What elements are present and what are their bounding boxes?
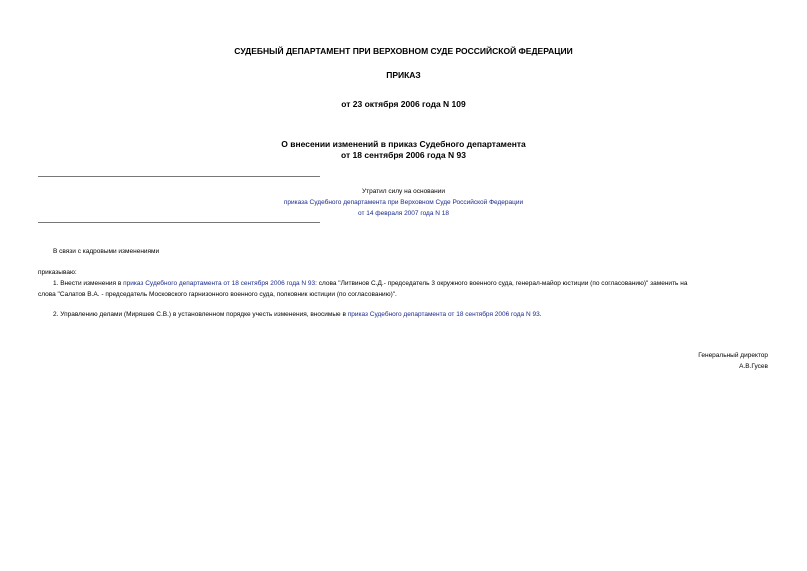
item2-suffix: . xyxy=(539,311,542,318)
item1-line1 xyxy=(53,278,687,289)
document-subject-line2: от 18 сентября 2006 года N 93 xyxy=(341,150,466,160)
repeal-note: Утратил силу на основании xyxy=(361,188,446,195)
item1-order-link[interactable]: приказ Судебного департамента от 18 сентября 2006 года N 93 xyxy=(123,280,316,287)
item1-line2: слова "Салатов В.А. - председатель Московского гарнизонного военного суда, полковник юстиции (по согласованию)". xyxy=(38,291,397,298)
organization-heading: СУДЕБНЫЙ ДЕПАРТАМЕНТ ПРИ ВЕРХОВНОМ СУДЕ РОССИЙСКОЙ ФЕДЕРАЦИИ xyxy=(234,46,573,56)
item2-text xyxy=(53,309,542,320)
order-word: приказываю: xyxy=(38,269,77,276)
document-subject-line1: О внесении изменений в приказ Судебного департамента xyxy=(281,139,526,149)
repeal-link-line1[interactable]: приказа Судебного департамента при Верховном Суде Российской Федерации xyxy=(283,199,524,206)
signatory-name: А.В.Гусев xyxy=(739,363,768,370)
signatory-title: Генеральный директор xyxy=(698,352,768,359)
repeal-link-line2[interactable]: от 14 февраля 2007 года N 18 xyxy=(358,210,449,217)
document-date-number: от 23 октября 2006 года N 109 xyxy=(341,99,466,109)
top-divider xyxy=(38,176,320,177)
item2-prefix: 2. Управлению делами (Миряшев С.В.) в установленном порядке учесть изменения, вносимые в xyxy=(53,311,348,318)
item2-order-link[interactable]: приказ Судебного департамента от 18 сентября 2006 года N 93 xyxy=(347,311,540,318)
item1-prefix: 1. Внести изменения в xyxy=(53,280,124,287)
document-type-heading: ПРИКАЗ xyxy=(386,70,421,80)
preamble-text: В связи с кадровыми изменениями xyxy=(53,248,160,255)
item1-suffix: : слова "Литвинов С.Д.- председатель 3 окружного военного суда, генерал-майор юстиции (по согласованию)" заменить на xyxy=(315,280,688,287)
bottom-divider xyxy=(38,222,320,223)
